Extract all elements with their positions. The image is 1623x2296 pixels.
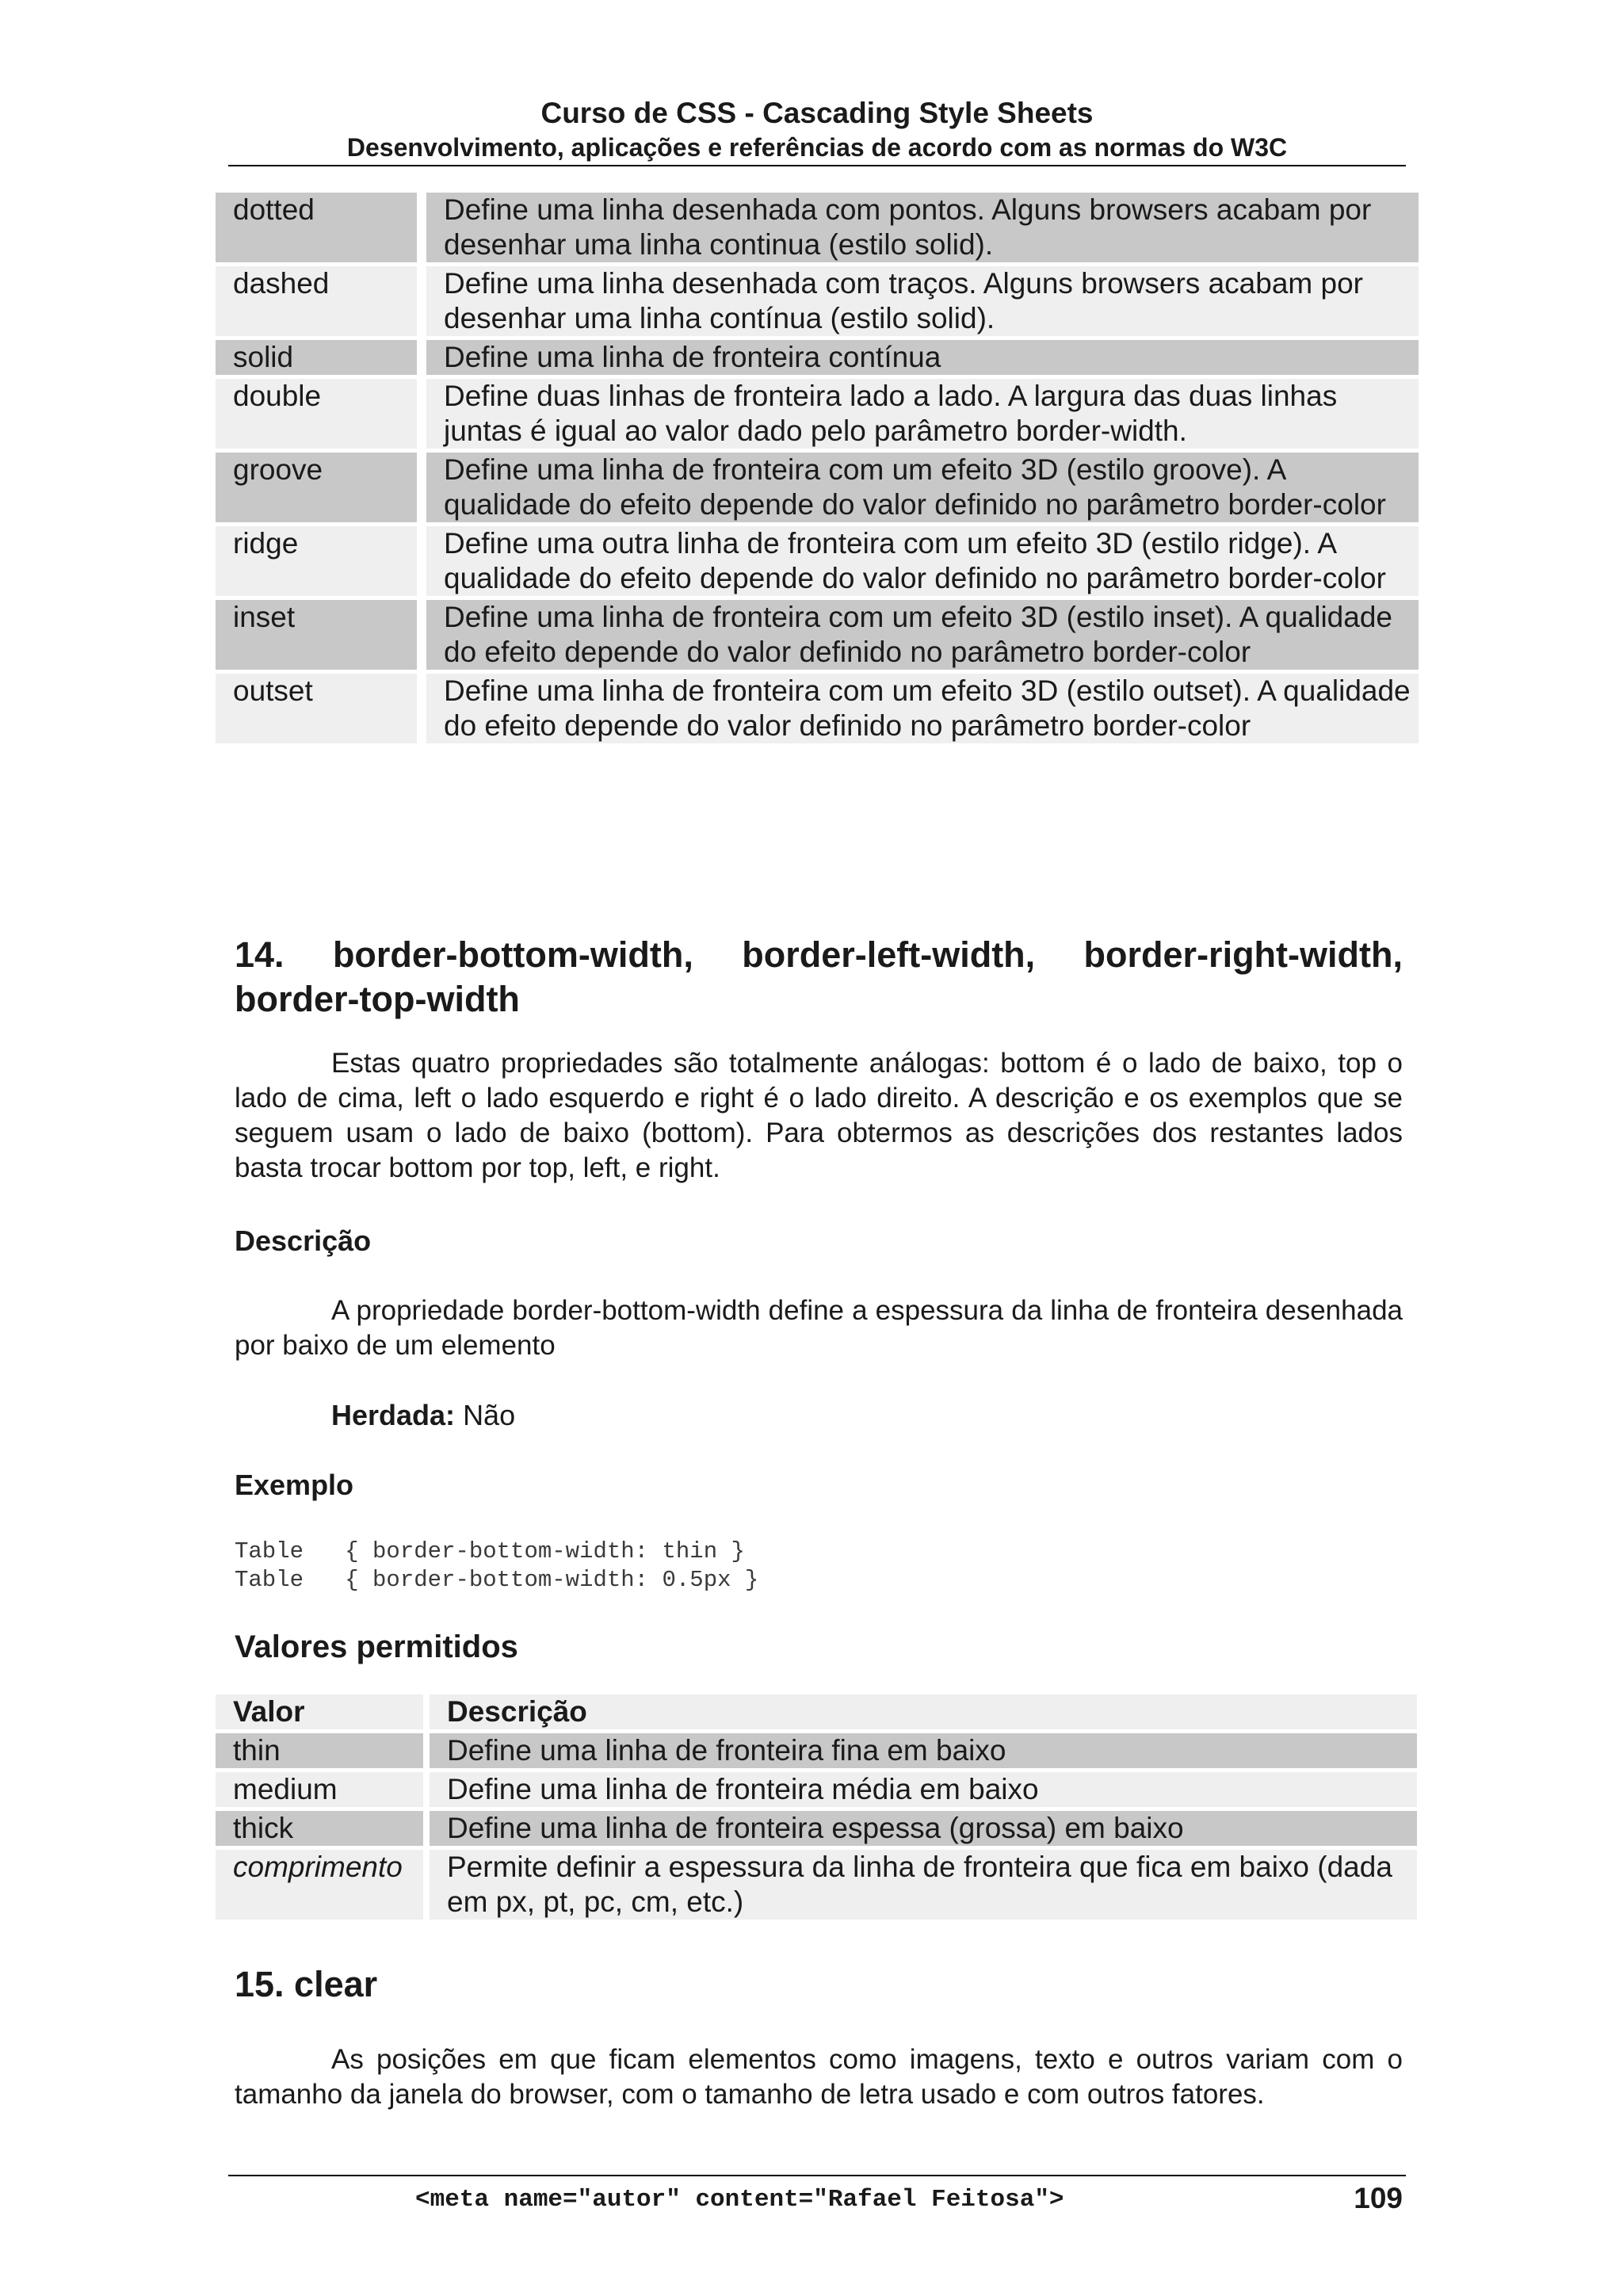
header-rule (228, 165, 1406, 166)
table-row (216, 1772, 1417, 1807)
value-cell: double (216, 379, 426, 449)
value-cell: groove (216, 453, 426, 522)
value-cell: ridge (216, 526, 426, 596)
table-header-row (216, 1694, 1417, 1729)
value-cell: medium (216, 1772, 430, 1807)
section-14-heading: 14. border-bottom-width, border-left-width, border-right-width, border-top-width (235, 934, 1403, 1019)
section-14-intro: Estas quatro propriedades são totalmente análogas: bottom é o lado de baixo, top o lado de cima, left o lado esquerdo e right é o lado direito. A descrição e os exemplos que se seguem usam o lado de baixo (bottom). Para obtermos as descrições dos restantes lados basta trocar bottom por top, left, e right. (235, 1048, 1403, 1183)
footer-meta-tag: <meta name="autor" content="Rafael Feitosa"> (415, 2186, 1064, 2214)
table-row (216, 674, 1419, 743)
allowed-values-heading: Valores permitidos (235, 1629, 518, 1664)
code-line: Table { border-bottom-width: thin } (235, 1538, 745, 1564)
value-cell: comprimento (216, 1850, 430, 1920)
table-row (216, 379, 1419, 449)
table-row (216, 340, 1419, 375)
border-style-table (216, 189, 1419, 747)
description-cell: Define uma linha de fronteira com um efeito 3D (estilo outset). A qualidade do efeito depende do valor definido no parâmetro border-color (426, 674, 1419, 743)
description-cell: Define uma linha de fronteira contínua (426, 340, 1419, 375)
column-header-value: Valor (216, 1694, 430, 1729)
description-cell: Define uma outra linha de fronteira com um efeito 3D (estilo ridge). A qualidade do efeito depende do valor definido no parâmetro border-color (426, 526, 1419, 596)
table-row (216, 266, 1419, 336)
section-15-heading: 15. clear (235, 1964, 378, 2004)
code-example (235, 1538, 758, 1595)
page-number: 109 (1354, 2182, 1403, 2214)
description-cell: Define uma linha de fronteira fina em baixo (430, 1733, 1417, 1768)
value-cell: solid (216, 340, 426, 375)
value-cell: dotted (216, 193, 426, 262)
description-cell: Define uma linha de fronteira média em baixo (430, 1772, 1417, 1807)
inherited-label: Herdada: (331, 1399, 456, 1431)
description-cell: Define uma linha de fronteira espessa (grossa) em baixo (430, 1811, 1417, 1846)
example-heading: Exemplo (235, 1469, 354, 1501)
table-row (216, 1850, 1417, 1920)
description-cell: Permite definir a espessura da linha de fronteira que fica em baixo (dada em px, pt, pc, cm, etc.) (430, 1850, 1417, 1920)
description-cell: Define duas linhas de fronteira lado a lado. A largura das duas linhas juntas é igual ao valor dado pelo parâmetro border-width. (426, 379, 1419, 449)
description-heading: Descrição (235, 1224, 372, 1257)
table-row (216, 193, 1419, 262)
document-title: Curso de CSS - Cascading Style Sheets (540, 97, 1094, 129)
table-row (216, 1811, 1417, 1846)
description-cell: Define uma linha desenhada com traços. Alguns browsers acabam por desenhar uma linha contínua (estilo solid). (426, 266, 1419, 336)
document-subtitle: Desenvolvimento, aplicações e referências de acordo com as normas do W3C (346, 133, 1288, 162)
description-cell: Define uma linha de fronteira com um efeito 3D (estilo inset). A qualidade do efeito depende do valor definido no parâmetro border-color (426, 600, 1419, 670)
footer-rule (228, 2175, 1406, 2176)
table-row (216, 600, 1419, 670)
inherited-value: Não (463, 1399, 516, 1431)
description-text: A propriedade border-bottom-width define a espessura da linha de fronteira desenhada por baixo de um elemento (235, 1295, 1403, 1361)
table-row (216, 526, 1419, 596)
allowed-values-table (216, 1690, 1417, 1924)
description-cell: Define uma linha desenhada com pontos. Alguns browsers acabam por desenhar uma linha continua (estilo solid). (426, 193, 1419, 262)
page-header (228, 95, 1406, 163)
value-cell: thick (216, 1811, 430, 1846)
code-line: Table { border-bottom-width: 0.5px } (235, 1567, 759, 1593)
inherited-line (331, 1398, 515, 1433)
value-cell: dashed (216, 266, 426, 336)
table-row (216, 1733, 1417, 1768)
description-cell: Define uma linha de fronteira com um efeito 3D (estilo groove). A qualidade do efeito depende do valor definido no parâmetro border-color (426, 453, 1419, 522)
value-cell: outset (216, 674, 426, 743)
value-cell: inset (216, 600, 426, 670)
column-header-description: Descrição (430, 1694, 1417, 1729)
value-cell: thin (216, 1733, 430, 1768)
section-15-intro: As posições em que ficam elementos como imagens, texto e outros variam com o tamanho da janela do browser, com o tamanho de letra usado e com outros fatores. (235, 2044, 1403, 2110)
table-row (216, 453, 1419, 522)
